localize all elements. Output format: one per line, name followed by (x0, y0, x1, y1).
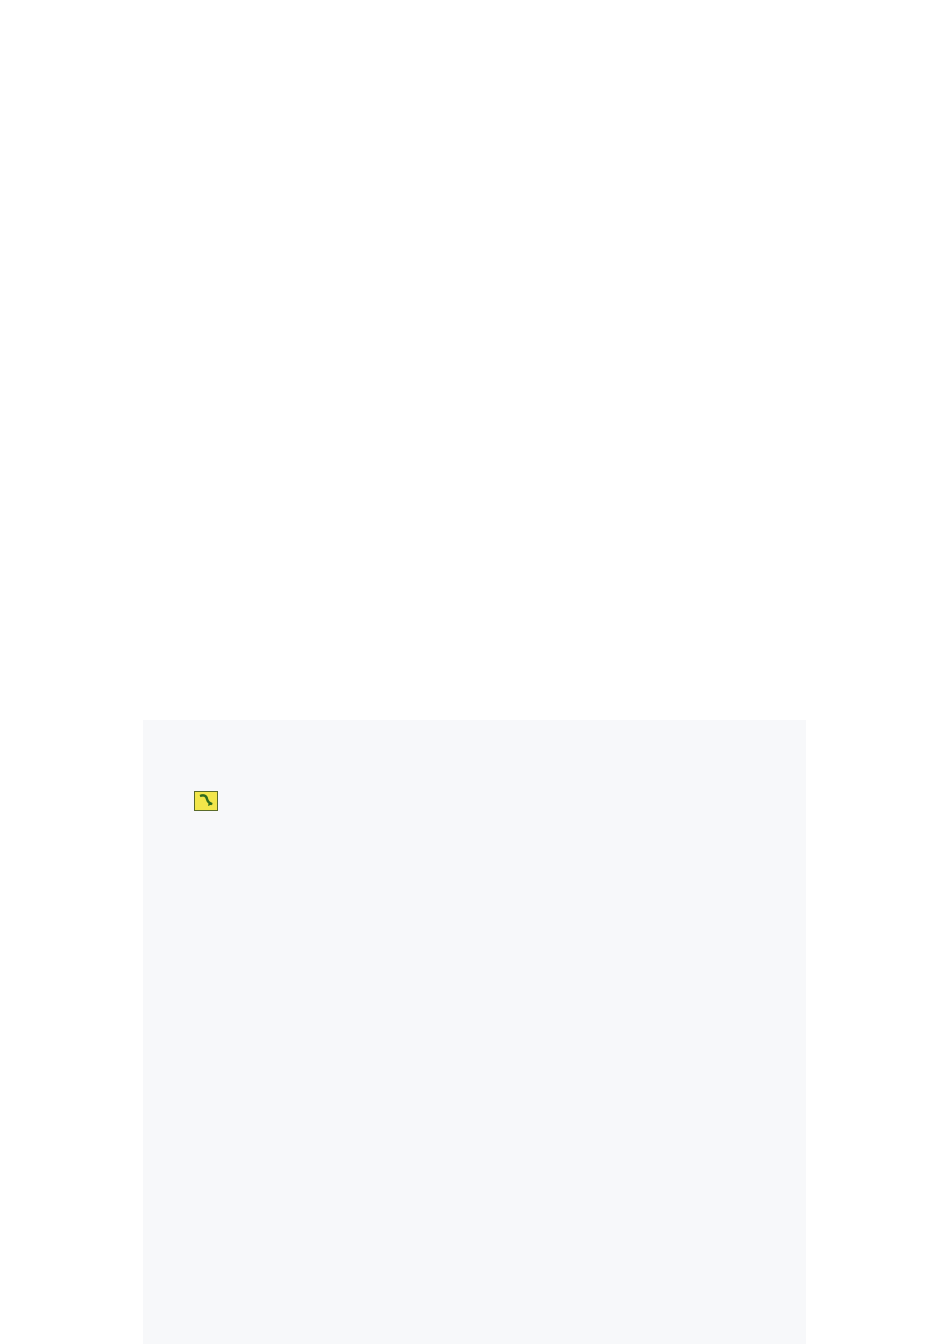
abstract-paragraph (146, 818, 806, 856)
article-panel (143, 720, 806, 1344)
section-paragraph (146, 1114, 804, 1152)
keywords-line (146, 1006, 172, 1022)
article-meta (180, 794, 219, 814)
hits-counter-icon (194, 791, 218, 811)
